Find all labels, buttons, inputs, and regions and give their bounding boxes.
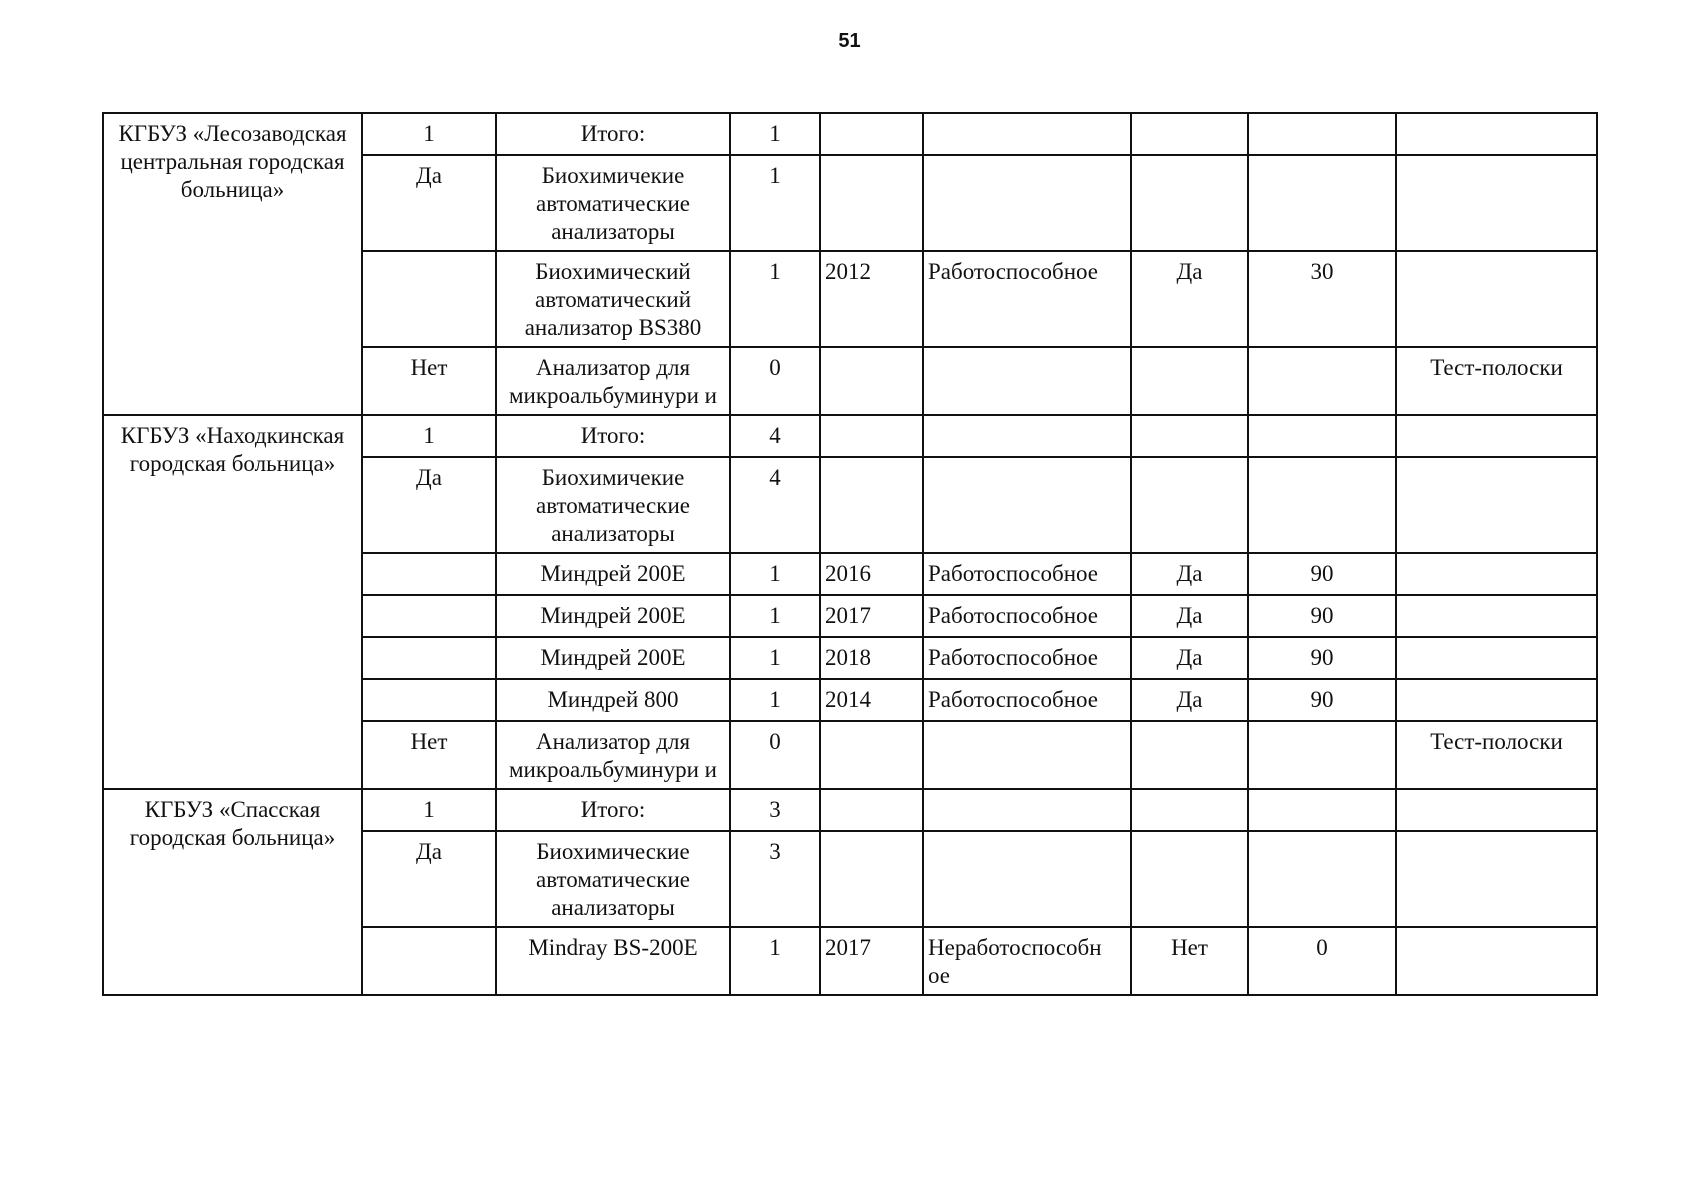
condition-cell: Неработоспособн ое bbox=[923, 927, 1131, 995]
note-cell bbox=[1396, 927, 1597, 995]
quantity-cell: 0 bbox=[730, 347, 820, 415]
availability-cell: Нет bbox=[362, 347, 496, 415]
table-row bbox=[103, 113, 1597, 155]
condition-cell bbox=[923, 155, 1131, 251]
note-cell bbox=[1396, 789, 1597, 831]
note-cell bbox=[1396, 679, 1597, 721]
condition-cell: Работоспособное bbox=[923, 679, 1131, 721]
in-use-cell: Нет bbox=[1131, 927, 1248, 995]
quantity-cell: 0 bbox=[730, 721, 820, 789]
in-use-cell bbox=[1131, 415, 1248, 457]
load-cell: 0 bbox=[1248, 927, 1396, 995]
load-cell bbox=[1248, 831, 1396, 927]
note-cell bbox=[1396, 113, 1597, 155]
organization-cell: КГБУЗ «Спасская городская больница» bbox=[103, 789, 362, 995]
note-cell: Тест-полоски bbox=[1396, 721, 1597, 789]
year-cell bbox=[820, 415, 923, 457]
equipment-name-cell: Биохимичекие автоматические анализаторы bbox=[496, 457, 730, 553]
note-cell bbox=[1396, 595, 1597, 637]
availability-cell bbox=[362, 553, 496, 595]
in-use-cell bbox=[1131, 457, 1248, 553]
condition-cell bbox=[923, 831, 1131, 927]
in-use-cell bbox=[1131, 831, 1248, 927]
availability-cell bbox=[362, 251, 496, 347]
equipment-name-cell: Миндрей 800 bbox=[496, 679, 730, 721]
year-cell: 2016 bbox=[820, 553, 923, 595]
condition-cell: Работоспособное bbox=[923, 553, 1131, 595]
quantity-cell: 4 bbox=[730, 415, 820, 457]
condition-cell bbox=[923, 457, 1131, 553]
organization-cell: КГБУЗ «Лесозаводская центральная городская больница» bbox=[103, 113, 362, 415]
year-cell: 2017 bbox=[820, 927, 923, 995]
equipment-name-cell: Итого: bbox=[496, 415, 730, 457]
year-cell: 2012 bbox=[820, 251, 923, 347]
load-cell: 90 bbox=[1248, 679, 1396, 721]
condition-cell: Работоспособное bbox=[923, 251, 1131, 347]
in-use-cell bbox=[1131, 347, 1248, 415]
quantity-cell: 3 bbox=[730, 831, 820, 927]
year-cell: 2014 bbox=[820, 679, 923, 721]
year-cell bbox=[820, 457, 923, 553]
year-cell: 2018 bbox=[820, 637, 923, 679]
note-cell bbox=[1396, 637, 1597, 679]
availability-cell: 1 bbox=[362, 789, 496, 831]
year-cell bbox=[820, 113, 923, 155]
quantity-cell: 3 bbox=[730, 789, 820, 831]
equipment-name-cell: Анализатор для микроальбуминури и bbox=[496, 347, 730, 415]
year-cell bbox=[820, 789, 923, 831]
equipment-name-cell: Биохимичекие автоматические анализаторы bbox=[496, 155, 730, 251]
quantity-cell: 1 bbox=[730, 595, 820, 637]
load-cell: 30 bbox=[1248, 251, 1396, 347]
organization-cell: КГБУЗ «Находкинская городская больница» bbox=[103, 415, 362, 789]
load-cell bbox=[1248, 457, 1396, 553]
load-cell: 90 bbox=[1248, 637, 1396, 679]
load-cell: 90 bbox=[1248, 553, 1396, 595]
quantity-cell: 1 bbox=[730, 155, 820, 251]
note-cell: Тест-полоски bbox=[1396, 347, 1597, 415]
load-cell bbox=[1248, 113, 1396, 155]
note-cell bbox=[1396, 831, 1597, 927]
availability-cell bbox=[362, 595, 496, 637]
condition-cell bbox=[923, 113, 1131, 155]
in-use-cell bbox=[1131, 113, 1248, 155]
availability-cell: 1 bbox=[362, 113, 496, 155]
availability-cell bbox=[362, 679, 496, 721]
equipment-name-cell: Биохимические автоматические анализаторы bbox=[496, 831, 730, 927]
in-use-cell: Да bbox=[1131, 679, 1248, 721]
year-cell bbox=[820, 347, 923, 415]
in-use-cell: Да bbox=[1131, 637, 1248, 679]
availability-cell bbox=[362, 637, 496, 679]
in-use-cell bbox=[1131, 721, 1248, 789]
load-cell bbox=[1248, 789, 1396, 831]
condition-cell bbox=[923, 721, 1131, 789]
page-number: 51 bbox=[838, 30, 861, 52]
load-cell bbox=[1248, 415, 1396, 457]
note-cell bbox=[1396, 553, 1597, 595]
equipment-name-cell: Итого: bbox=[496, 113, 730, 155]
load-cell bbox=[1248, 155, 1396, 251]
quantity-cell: 1 bbox=[730, 679, 820, 721]
in-use-cell: Да bbox=[1131, 553, 1248, 595]
year-cell bbox=[820, 721, 923, 789]
year-cell: 2017 bbox=[820, 595, 923, 637]
in-use-cell bbox=[1131, 155, 1248, 251]
load-cell bbox=[1248, 347, 1396, 415]
condition-cell bbox=[923, 415, 1131, 457]
quantity-cell: 1 bbox=[730, 113, 820, 155]
load-cell: 90 bbox=[1248, 595, 1396, 637]
availability-cell: Нет bbox=[362, 721, 496, 789]
availability-cell: Да bbox=[362, 155, 496, 251]
note-cell bbox=[1396, 415, 1597, 457]
note-cell bbox=[1396, 457, 1597, 553]
availability-cell: 1 bbox=[362, 415, 496, 457]
equipment-name-cell: Mindray BS-200E bbox=[496, 927, 730, 995]
condition-cell bbox=[923, 789, 1131, 831]
quantity-cell: 1 bbox=[730, 553, 820, 595]
availability-cell: Да bbox=[362, 457, 496, 553]
equipment-name-cell: Миндрей 200Е bbox=[496, 595, 730, 637]
in-use-cell: Да bbox=[1131, 251, 1248, 347]
equipment-name-cell: Анализатор для микроальбуминури и bbox=[496, 721, 730, 789]
condition-cell bbox=[923, 347, 1131, 415]
quantity-cell: 1 bbox=[730, 251, 820, 347]
note-cell bbox=[1396, 251, 1597, 347]
equipment-name-cell: Миндрей 200Е bbox=[496, 553, 730, 595]
in-use-cell bbox=[1131, 789, 1248, 831]
note-cell bbox=[1396, 155, 1597, 251]
quantity-cell: 1 bbox=[730, 637, 820, 679]
quantity-cell: 4 bbox=[730, 457, 820, 553]
equipment-name-cell: Биохимический автоматический анализатор BS380 bbox=[496, 251, 730, 347]
availability-cell: Да bbox=[362, 831, 496, 927]
year-cell bbox=[820, 831, 923, 927]
equipment-name-cell: Миндрей 200Е bbox=[496, 637, 730, 679]
table-row bbox=[103, 789, 1597, 831]
equipment-name-cell: Итого: bbox=[496, 789, 730, 831]
year-cell bbox=[820, 155, 923, 251]
load-cell bbox=[1248, 721, 1396, 789]
quantity-cell: 1 bbox=[730, 927, 820, 995]
table-row bbox=[103, 415, 1597, 457]
condition-cell: Работоспособное bbox=[923, 595, 1131, 637]
equipment-table bbox=[102, 112, 1598, 996]
in-use-cell: Да bbox=[1131, 595, 1248, 637]
condition-cell: Работоспособное bbox=[923, 637, 1131, 679]
availability-cell bbox=[362, 927, 496, 995]
